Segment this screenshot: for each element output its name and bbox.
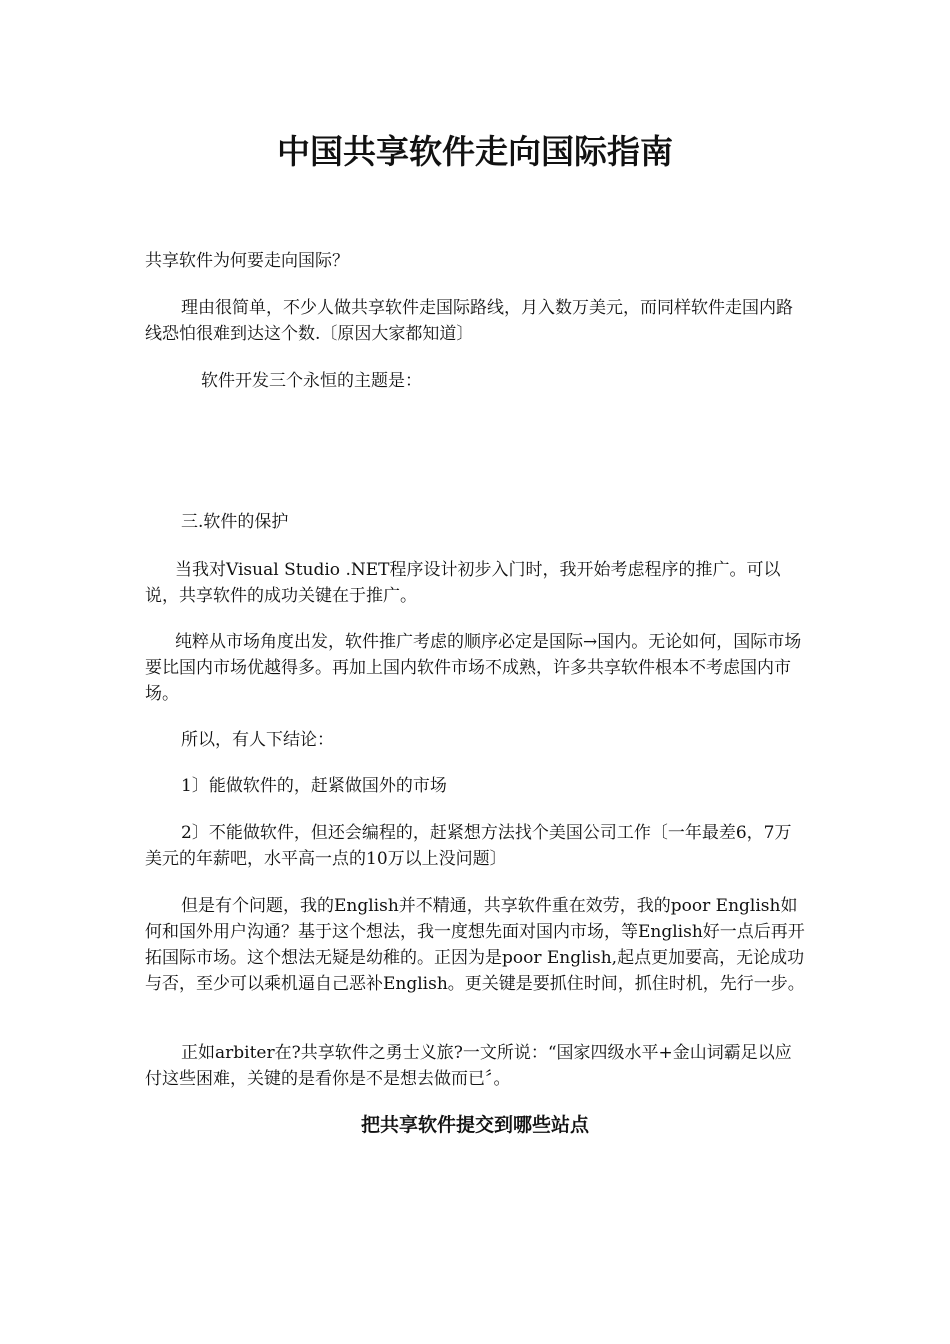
paragraph-conclusion-intro: 所以，有人下结论： [181,730,334,750]
paragraph-three-themes: 软件开发三个永恒的主题是： [201,371,422,391]
section-heading-protection: 三.软件的保护 [181,512,289,532]
paragraph-market-order: 纯粹从市场角度出发，软件推广考虑的顺序必定是国际→国内。无论如何，国际市场要比国内市场优越得多。再加上国内软件市场不成熟，许多共享软件根本不考虑国内市场。 [145,632,802,704]
paragraph-english-problem: 但是有个问题，我的English并不精通，共享软件重在效劳，我的poor English如何和国外用户沟通？基于这个想法，我一度想先面对国内市场，等English好一点后再开拓国际市场。这个想法无疑是幼稚的。正因为是poor English,起点更加要高，无论成功与否，至少可以乘机逼自己恶补English。更关键是要抓住时间，抓住时机，先行一步。 [145,896,805,994]
section-subtitle: 把共享软件提交到哪些站点 [360,1114,589,1136]
paragraph-visual-studio: 当我对Visual Studio .NET程序设计初步入门时，我开始考虑程序的推广。可以说，共享软件的成功关键在于推广。 [145,560,781,606]
paragraph-reason: 理由很简单，不少人做共享软件走国际路线，月入数万美元，而同样软件走国内路线恐怕很难到达这个数.〔原因大家都知道〕 [145,298,793,344]
paragraph-why-international: 共享软件为何要走向国际？ [145,251,349,271]
list-item-2: 2〕不能做软件，但还会编程的，赶紧想方法找个美国公司工作〔一年最差6，7万美元的年薪吧，水平高一点的10万以上没问题〕 [145,823,792,869]
paragraph-arbiter-quote: 正如arbiter在?共享软件之勇士义旅?一文所说：“国家四级水平+金山词霸足以应付这些困难，关键的是看你是不是想去做而已〞。 [145,1043,792,1089]
list-item-1: 1〕能做软件的，赶紧做国外的市场 [181,776,447,796]
document-title: 中国共享软件走向国际指南 [277,132,673,171]
